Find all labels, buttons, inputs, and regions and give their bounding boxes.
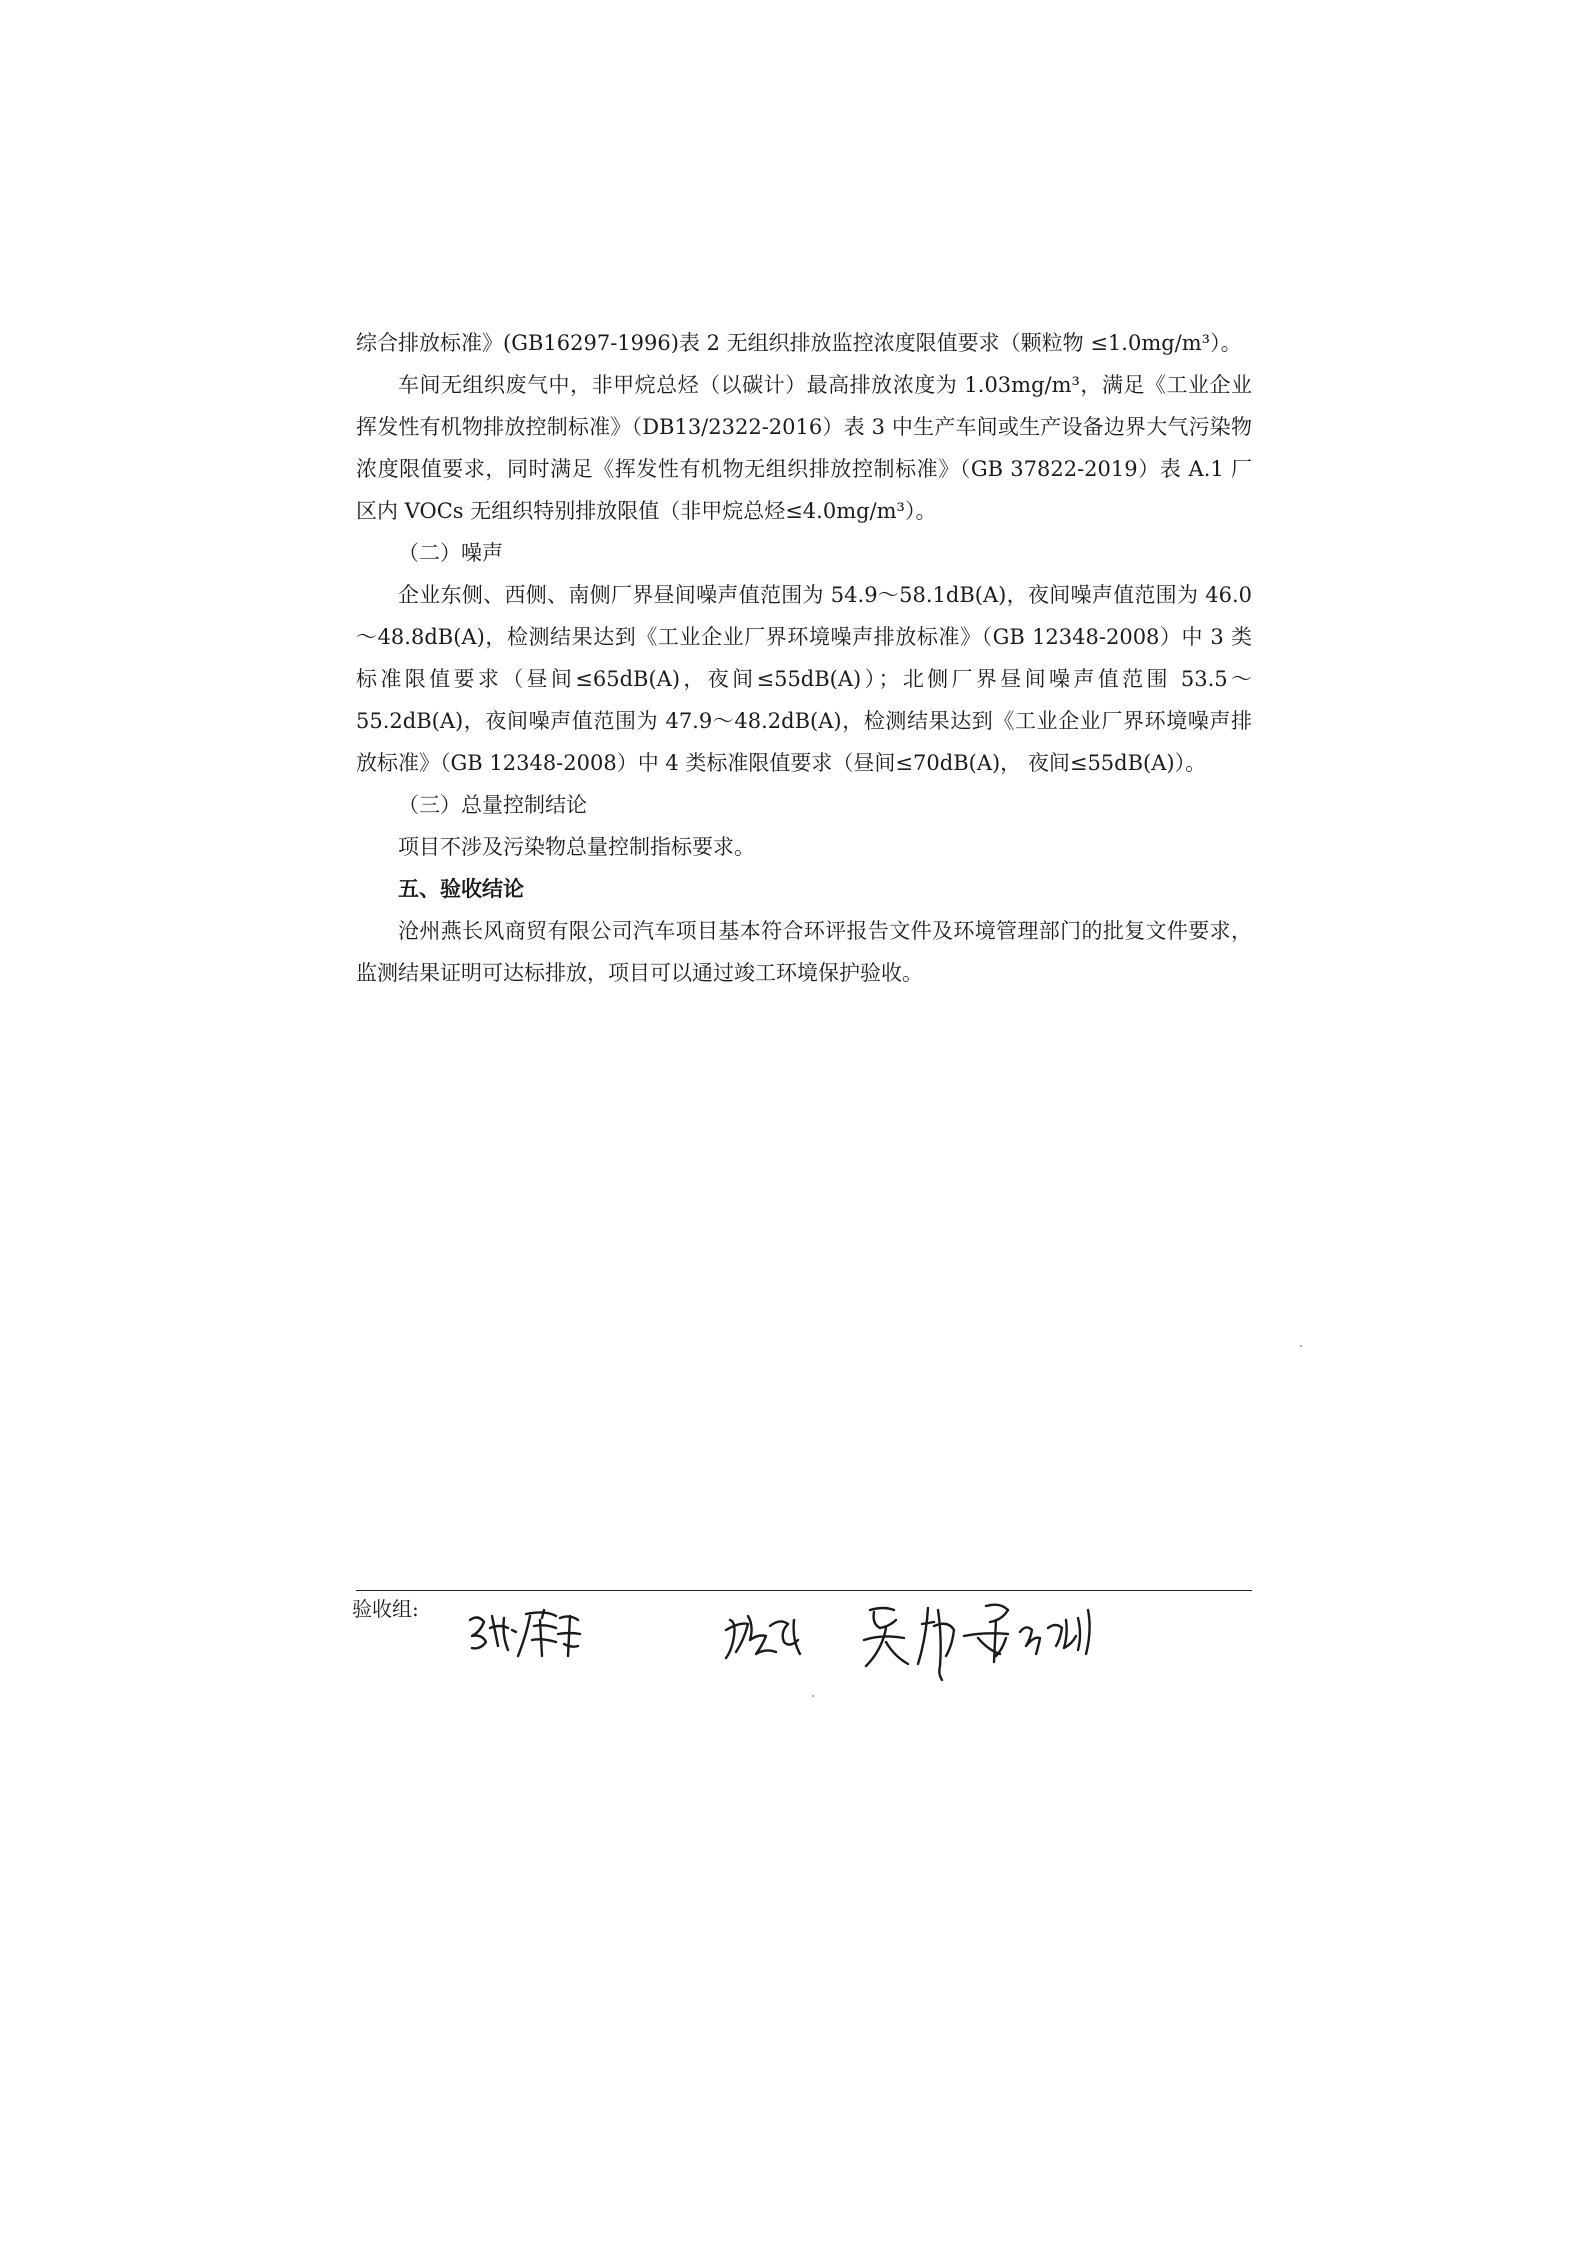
paragraph-noise-results: 企业东侧、西侧、南侧厂界昼间噪声值范围为 54.9～58.1dB(A)，夜间噪声值范围为 46.0～48.8dB(A)，检测结果达到《工业企业厂界环境噪声排放标准》（GB 12348-2008）中 3 类标准限值要求（昼间≤65dB(A)，夜间≤55dB(A)）；北侧厂界昼间噪声值范围 53.5～55.2dB(A)，夜间噪声值范围为 47.9～48.2dB(A)，检测结果达到《工业企业厂界环境噪声排放标准》（GB 12348-2008）中 4 类标准限值要求（昼间≤70dB(A)， 夜间≤55dB(A)）。 [356,583,1252,775]
paragraph-conclusion: 沧州燕长风商贸有限公司汽车项目基本符合环评报告文件及环境管理部门的批复文件要求，监测结果证明可达标排放，项目可以通过竣工环境保护验收。 [356,919,1252,985]
signature-1 [470,1610,580,1656]
signature-label: 验收组: [352,1597,419,1621]
section-heading-noise: （二）噪声 [398,541,503,565]
paragraph-workshop-emissions: 车间无组织废气中，非甲烷总烃（以碳计）最高排放浓度为 1.03mg/m³，满足《工业企业挥发性有机物排放控制标准》（DB13/2322-2016）表 3 中生产车间或生产设备边界大气污染物浓度限值要求，同时满足《挥发性有机物无组织排放控制标准》（GB 37822-2019）表 A.1 厂区内 VOCs 无组织特别排放限值（非甲烷总烃≤4.0mg/m³）。 [356,373,1252,523]
paragraph-continuation: 综合排放标准》(GB16297-1996)表 2 无组织排放监控浓度限值要求（颗粒物 ≤1.0mg/m³）。 [356,331,1242,355]
signature-2 [726,1616,800,1658]
signature-4 [964,1605,1090,1662]
signature-3 [864,1608,954,1680]
handwritten-signatures [460,1580,1180,1690]
section-heading-total-control: （三）总量控制结论 [398,793,587,817]
paragraph-total-control: 项目不涉及污染物总量控制指标要求。 [398,835,755,859]
section-heading-conclusion: 五、验收结论 [398,877,524,901]
